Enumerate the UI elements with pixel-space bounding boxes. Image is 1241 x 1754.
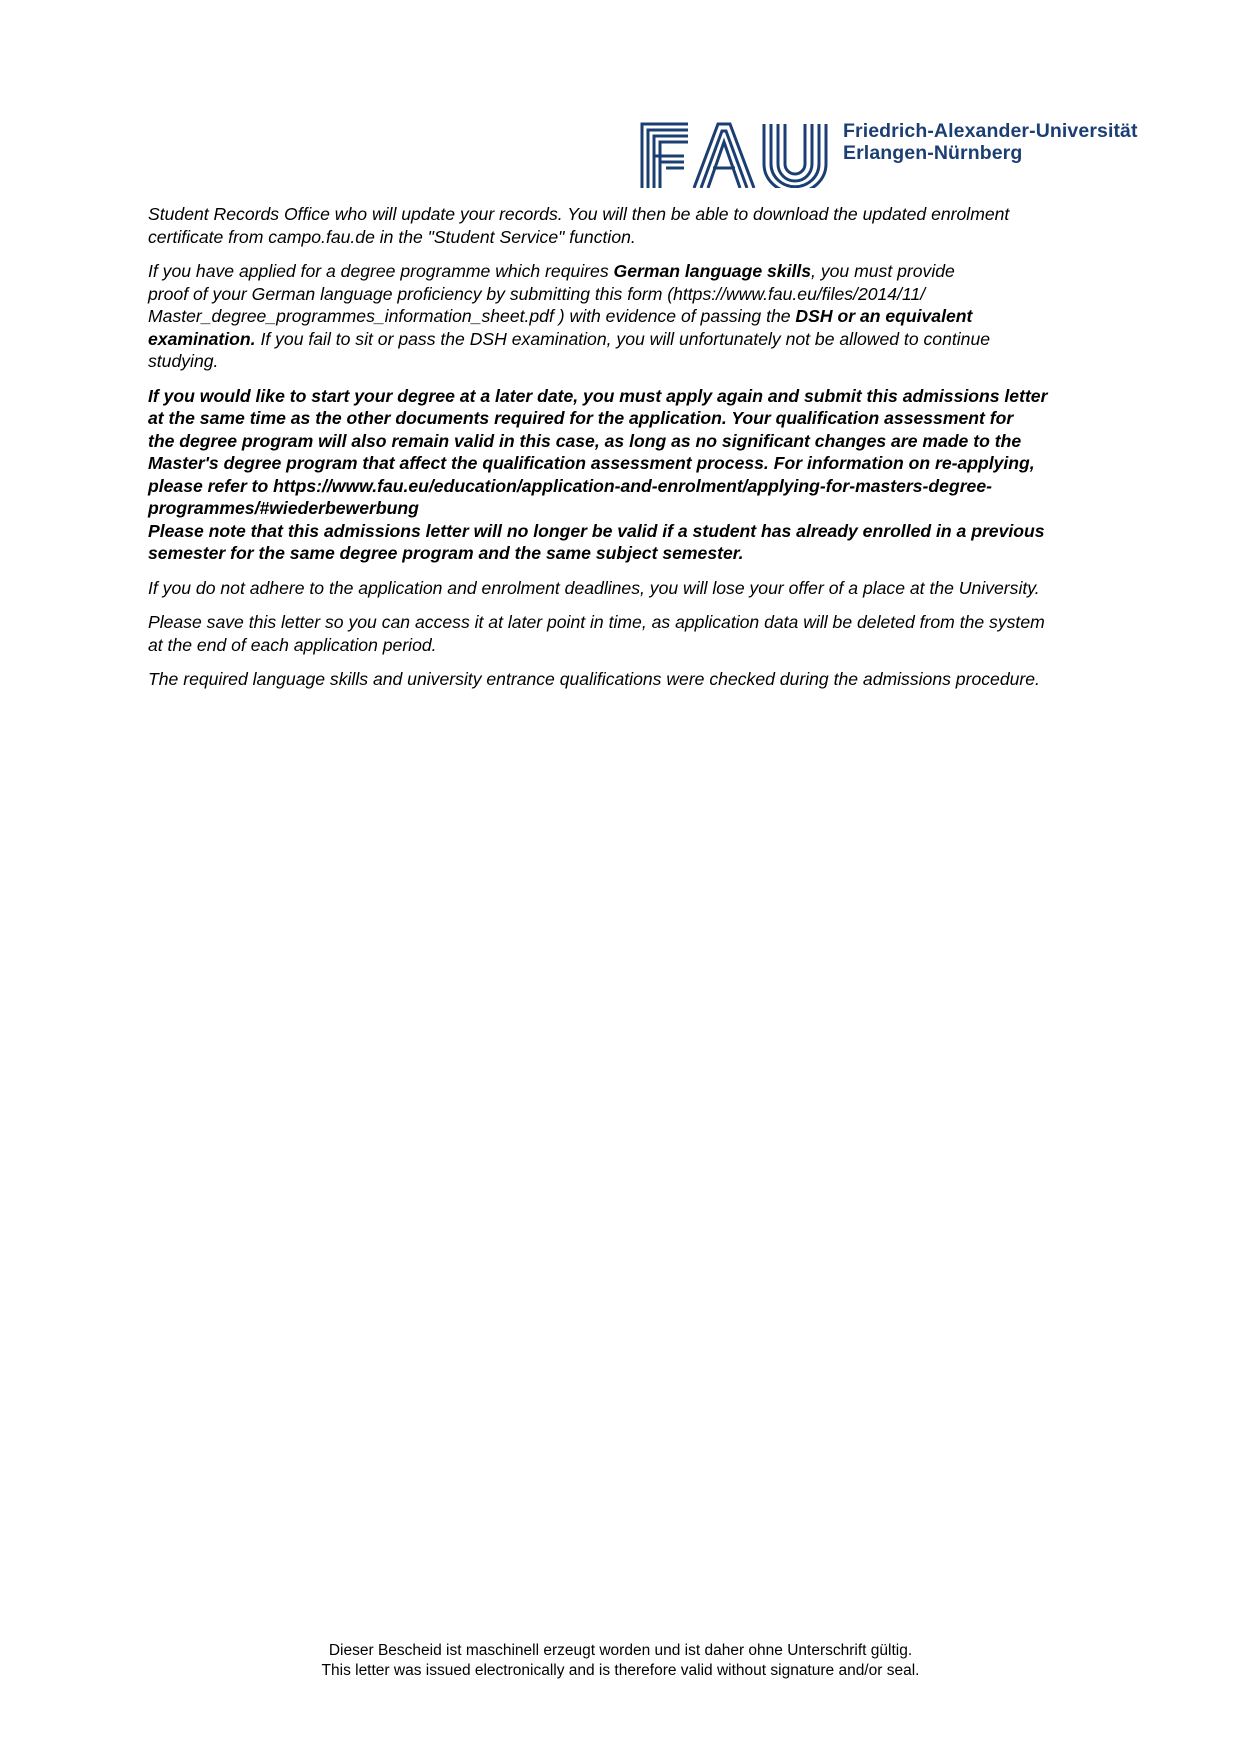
- letter-body: [148, 203, 1108, 703]
- paragraph-german-language: [148, 260, 1108, 373]
- emphasis-examination: examination.: [148, 328, 256, 349]
- text-line: Student Records Office who will update your records. You will then be able to download the updated enrolment: [148, 204, 1010, 224]
- fau-logo: [640, 116, 1160, 196]
- text-line: please refer to https://www.fau.eu/education/application-and-enrolment/applying-for-masters-degree-: [148, 475, 992, 496]
- paragraph-qualifications-checked: [148, 668, 1108, 691]
- text-line: [148, 305, 1108, 328]
- text-line: the degree program will also remain valid in this case, as long as no significant changes are made to the: [148, 430, 1022, 451]
- text-segment: Master_degree_programmes_information_sheet.pdf ) with evidence of passing the: [148, 306, 796, 326]
- emphasis-dsh: DSH or an equivalent: [795, 306, 973, 326]
- text-line: Please save this letter so you can access it at later point in time, as application data will be deleted from the system: [148, 612, 1045, 632]
- text-line: studying.: [148, 351, 219, 371]
- paragraph-deadlines: [148, 577, 1108, 600]
- emphasis-german-skills: German language skills: [613, 261, 812, 281]
- paragraph-reapply: [148, 385, 1108, 565]
- text-segment: If you have applied for a degree programme which requires: [148, 261, 614, 281]
- text-line: [148, 328, 1108, 351]
- paragraph-save-letter: [148, 611, 1108, 656]
- footer-note: [0, 1641, 1241, 1681]
- footer-line-german: Dieser Bescheid ist maschinell erzeugt worden und ist daher ohne Unterschrift gültig.: [328, 1642, 913, 1659]
- text-line: Master's degree program that affect the qualification assessment process. For information on re-applying,: [148, 453, 1035, 473]
- fau-logo-mark: [640, 122, 828, 188]
- text-line: at the same time as the other documents required for the application. Your qualification assessment for: [148, 408, 1014, 428]
- footer-line-english: This letter was issued electronically and is therefore valid without signature and/or seal.: [321, 1662, 920, 1679]
- text-segment: If you fail to sit or pass the DSH examination, you will unfortunately not be allowed to continue: [255, 328, 991, 349]
- text-line: If you do not adhere to the application and enrolment deadlines, you will lose your offer of a place at the University.: [148, 577, 1040, 598]
- text-line: The required language skills and university entrance qualifications were checked during the admissions procedure.: [148, 669, 1040, 689]
- paragraph-records-update: [148, 203, 1108, 248]
- text-line: proof of your German language proficiency by submitting this form (https://www.fau.eu/files/2014/11/: [148, 283, 926, 304]
- university-name-line2: Erlangen-Nürnberg: [843, 142, 1023, 164]
- text-line: [148, 260, 1108, 283]
- text-line: Please note that this admissions letter will no longer be valid if a student has already enrolled in a previous: [148, 520, 1045, 541]
- text-line: at the end of each application period.: [148, 634, 437, 655]
- text-line: semester for the same degree program and the same subject semester.: [148, 543, 744, 563]
- text-line: programmes/#wiederbewerbung: [148, 498, 419, 518]
- university-name: [843, 120, 1138, 164]
- university-name-line1: Friedrich-Alexander-Universität: [843, 120, 1138, 142]
- text-line: certificate from campo.fau.de in the "Student Service" function.: [148, 226, 636, 247]
- text-line: If you would like to start your degree at a later date, you must apply again and submit this admissions letter: [148, 385, 1048, 406]
- text-segment: , you must provide: [811, 261, 955, 281]
